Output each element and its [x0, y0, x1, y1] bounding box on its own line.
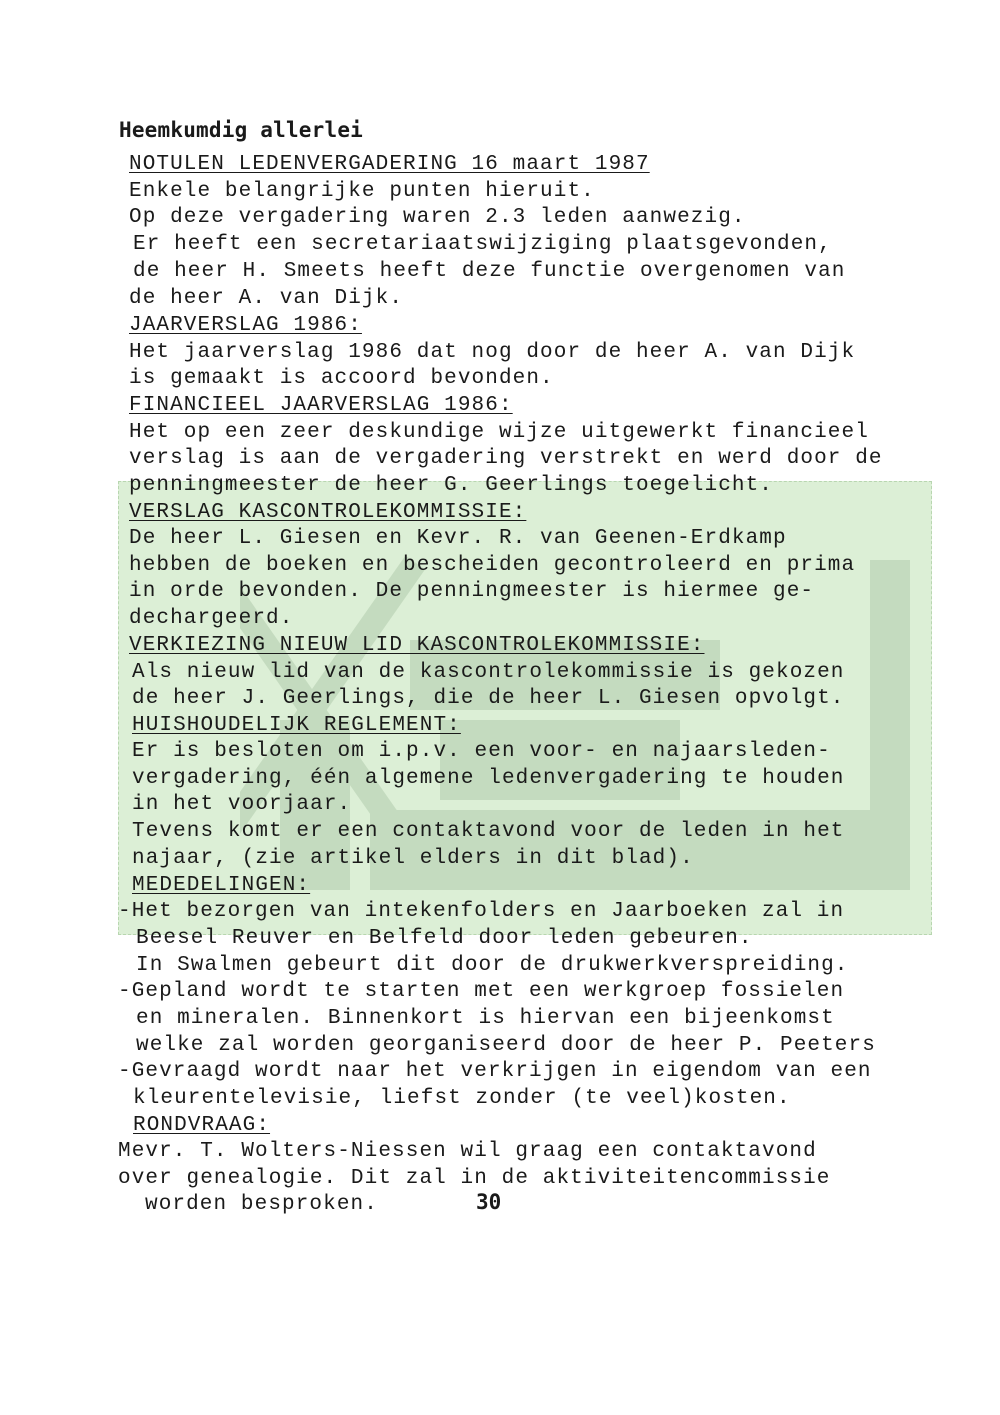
page-heading: Heemkumdig allerlei — [119, 118, 364, 142]
text-line: Beesel Reuver en Belfeld door leden gebeuren. — [136, 927, 753, 950]
text-line: Enkele belangrijke punten hieruit. — [129, 180, 595, 203]
section-heading: NOTULEN LEDENVERGADERING 16 maart 1987 — [129, 153, 650, 176]
section-heading: JAARVERSLAG 1986: — [129, 314, 362, 337]
text-line: in het voorjaar. — [132, 793, 352, 816]
text-line: najaar, (zie artikel elders in dit blad). — [132, 847, 694, 870]
text-line: welke zal worden georganiseerd door de heer P. Peeters — [136, 1034, 876, 1057]
text-line: is gemaakt is accoord bevonden. — [129, 367, 554, 390]
section-heading: VERKIEZING NIEUW LID KASCONTROLEKOMMISSIE: — [129, 634, 705, 657]
text-line: -Het bezorgen van intekenfolders en Jaarboeken zal in — [118, 900, 845, 923]
text-line: Het jaarverslag 1986 dat nog door de heer A. van Dijk — [129, 341, 856, 364]
text-line: verslag is aan de vergadering verstrekt en werd door de — [129, 447, 883, 470]
text-line: Er is besloten om i.p.v. een voor- en najaarsleden- — [132, 740, 831, 763]
section-heading: VERSLAG KASCONTROLEKOMMISSIE: — [129, 501, 527, 524]
text-line: Het op een zeer deskundige wijze uitgewerkt financieel — [129, 421, 869, 444]
text-line: dechargeerd. — [129, 607, 294, 630]
text-line: en mineralen. Binnenkort is hiervan een bijeenkomst — [136, 1007, 835, 1030]
section-heading: FINANCIEEL JAARVERSLAG 1986: — [129, 394, 513, 417]
text-line: over genealogie. Dit zal in de aktiviteitencommissie — [118, 1167, 831, 1190]
text-line: -Gevraagd wordt naar het verkrijgen in eigendom van een — [118, 1060, 872, 1083]
text-line: Er heeft een secretariaatswijziging plaatsgevonden, — [133, 233, 832, 256]
text-line: De heer L. Giesen en Kevr. R. van Geenen-Erdkamp — [129, 527, 787, 550]
text-line: In Swalmen gebeurt dit door de drukwerkverspreiding. — [136, 954, 849, 977]
section-heading: MEDEDELINGEN: — [132, 874, 311, 897]
text-line: de heer J. Geerlings, die de heer L. Giesen opvolgt. — [132, 687, 845, 710]
text-line: in orde bevonden. De penningmeester is hiermee ge- — [129, 580, 815, 603]
section-heading: RONDVRAAG: — [133, 1114, 271, 1137]
text-line: de heer H. Smeets heeft deze functie overgenomen van — [133, 260, 846, 283]
text-line: Mevr. T. Wolters-Niessen wil graag een contaktavond — [118, 1140, 817, 1163]
text-line: vergadering, één algemene ledenvergadering te houden — [132, 767, 845, 790]
text-line: kleurentelevisie, liefst zonder (te veel)kosten. — [133, 1087, 791, 1110]
text-line: worden besproken. — [145, 1193, 378, 1216]
text-line: de heer A. van Dijk. — [129, 287, 404, 310]
text-line: Als nieuw lid van de kascontrolekommissie is gekozen — [132, 661, 845, 684]
text-line: penningmeester de heer G. Geerlings toegelicht. — [129, 474, 773, 497]
text-line: -Gepland wordt te starten met een werkgroep fossielen — [118, 980, 845, 1003]
text-line: Op deze vergadering waren 2.3 leden aanwezig. — [129, 206, 746, 229]
page-number: 30 — [476, 1190, 502, 1214]
text-line: Tevens komt er een contaktavond voor de leden in het — [132, 820, 845, 843]
text-line: hebben de boeken en bescheiden gecontroleerd en prima — [129, 554, 856, 577]
section-heading: HUISHOUDELIJK REGLEMENT: — [132, 714, 461, 737]
